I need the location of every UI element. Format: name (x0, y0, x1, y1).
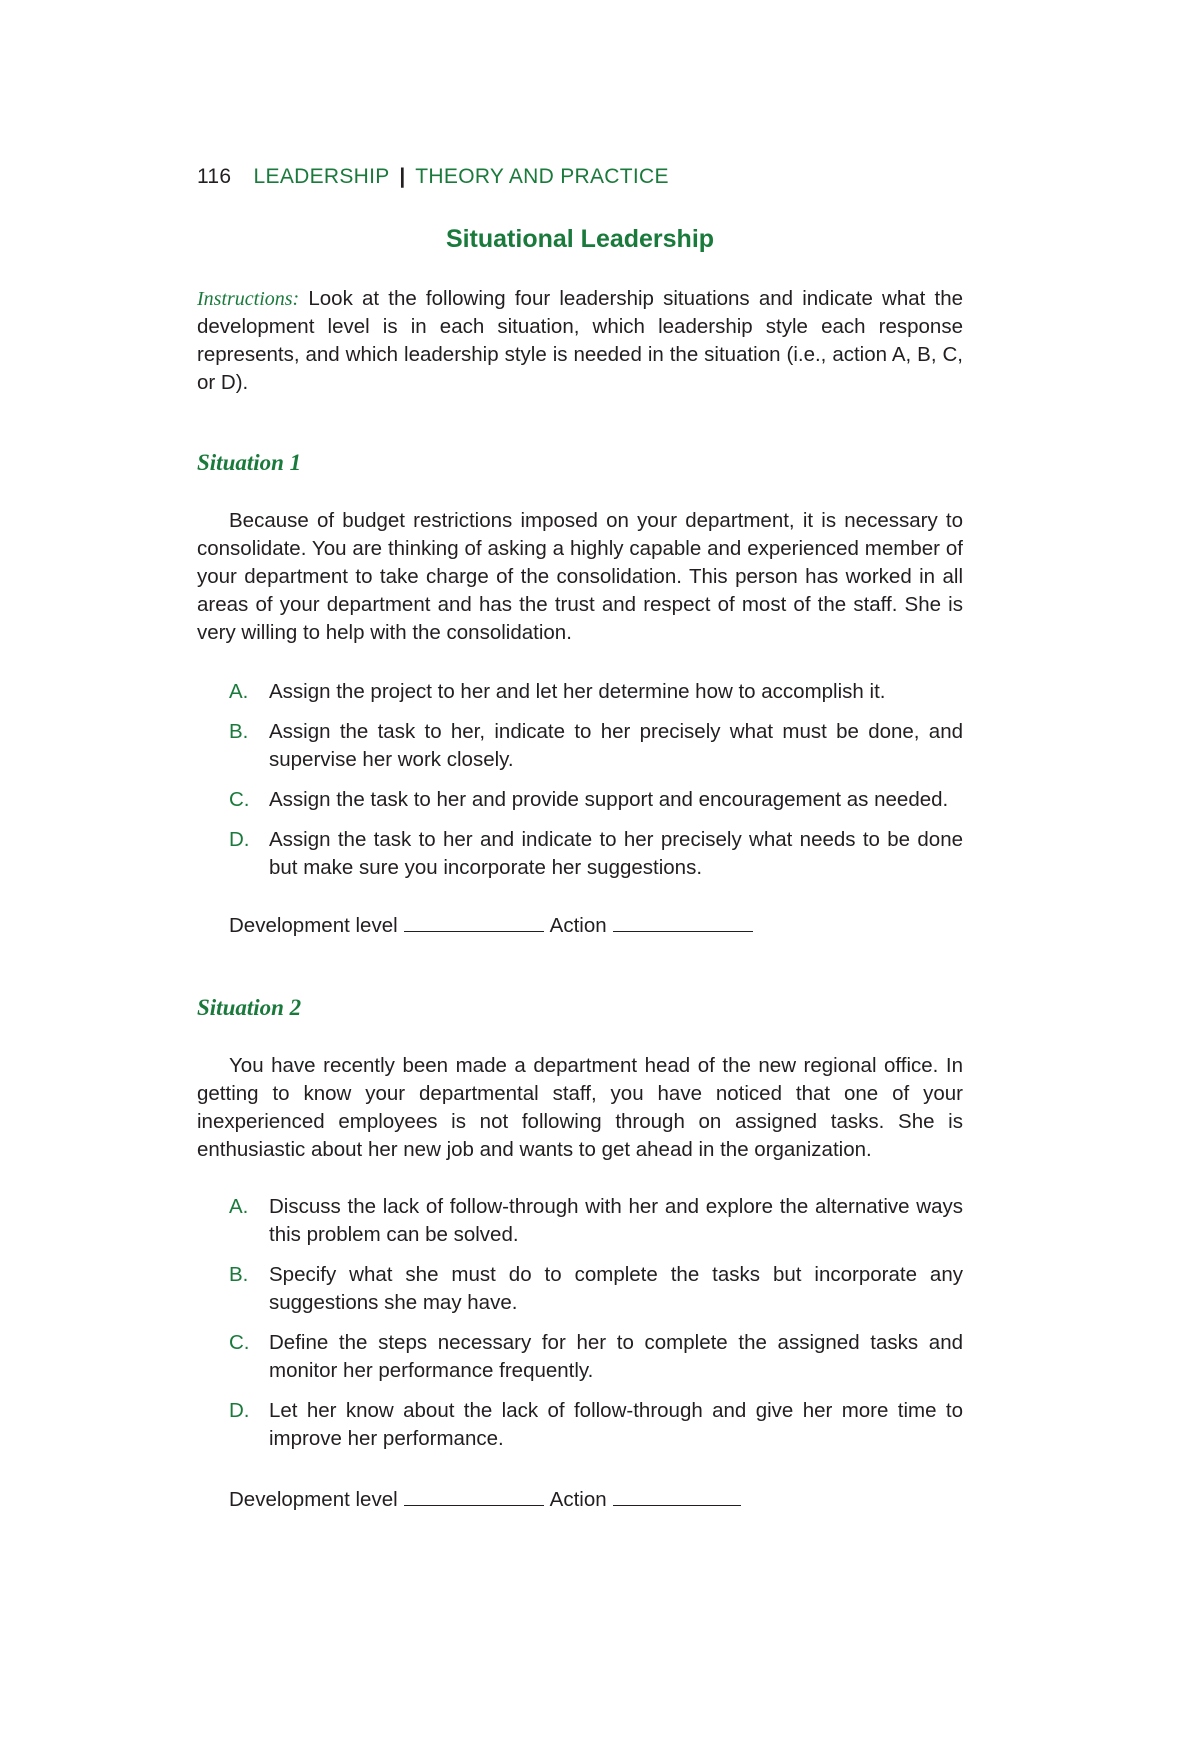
option-letter: B. (229, 720, 249, 743)
situation-1-title: Situation 1 (197, 450, 302, 475)
page-title: Situational Leadership (445, 225, 715, 253)
development-level-label: Development level (229, 1488, 398, 1511)
action-blank[interactable] (613, 913, 753, 932)
instructions (197, 285, 963, 397)
book-subtitle: THEORY AND PRACTICE (415, 165, 669, 188)
option-text: Assign the project to her and let her determine how to accomplish it. (269, 680, 886, 703)
page-number: 116 (197, 165, 232, 188)
option-c (229, 786, 963, 814)
option-letter: C. (229, 788, 250, 811)
option-letter: A. (229, 1195, 249, 1218)
option-letter: A. (229, 680, 249, 703)
option-text: Assign the task to her and provide support and encouragement as needed. (269, 788, 949, 811)
option-text: Discuss the lack of follow-through with her and explore the alternative ways this problem can be solved. (269, 1195, 963, 1246)
instructions-lead: Instructions: (197, 288, 300, 310)
action-label: Action (549, 914, 607, 937)
situation-1-answer-line (229, 913, 759, 938)
situation-2-answer-line (229, 1487, 747, 1512)
situation-1-options (229, 678, 963, 894)
option-letter: D. (229, 1399, 250, 1422)
situation-2-options (229, 1193, 963, 1465)
option-a (229, 1193, 963, 1249)
option-d (229, 1397, 963, 1453)
option-text: Assign the task to her, indicate to her precisely what must be done, and supervise her work closely. (269, 720, 963, 771)
situation-2-text: You have recently been made a department head of the new regional office. In getting to know your departmental staff, you have noticed that one of your inexperienced employees is not following through on assigned tasks. She is enthusiastic about her new job and wants to get ahead in the organization. (197, 1054, 963, 1161)
situation-1-text: Because of budget restrictions imposed on your department, it is necessary to consolidate. You are thinking of asking a highly capable and experienced member of your department to take charge of the consolidation. This person has worked in all areas of your department and has the trust and respect of most of the staff. She is very willing to help with the consolidation. (197, 509, 963, 644)
option-d (229, 826, 963, 882)
option-text: Let her know about the lack of follow-through and give her more time to improve her performance. (269, 1399, 963, 1450)
development-level-blank[interactable] (404, 913, 544, 932)
development-level-label: Development level (229, 914, 398, 937)
option-text: Specify what she must do to complete the tasks but incorporate any suggestions she may have. (269, 1263, 963, 1314)
running-head (197, 165, 669, 189)
option-b (229, 718, 963, 774)
situation-2-title: Situation 2 (197, 995, 302, 1020)
action-blank[interactable] (613, 1487, 741, 1506)
option-a (229, 678, 963, 706)
option-letter: B. (229, 1263, 249, 1286)
option-text: Define the steps necessary for her to complete the assigned tasks and monitor her performance frequently. (269, 1331, 963, 1382)
header-separator: | (399, 165, 406, 188)
book-title: LEADERSHIP (253, 165, 390, 188)
option-letter: D. (229, 828, 250, 851)
option-b (229, 1261, 963, 1317)
development-level-blank[interactable] (404, 1487, 544, 1506)
action-label: Action (549, 1488, 607, 1511)
option-c (229, 1329, 963, 1385)
option-letter: C. (229, 1331, 250, 1354)
option-text: Assign the task to her and indicate to her precisely what needs to be done but make sure you incorporate her suggestions. (269, 828, 963, 879)
instructions-text: Look at the following four leadership situations and indicate what the development level is in each situation, which leadership style each response represents, and which leadership style is needed in the situation (i.e., action A, B, C, or D). (197, 287, 963, 394)
